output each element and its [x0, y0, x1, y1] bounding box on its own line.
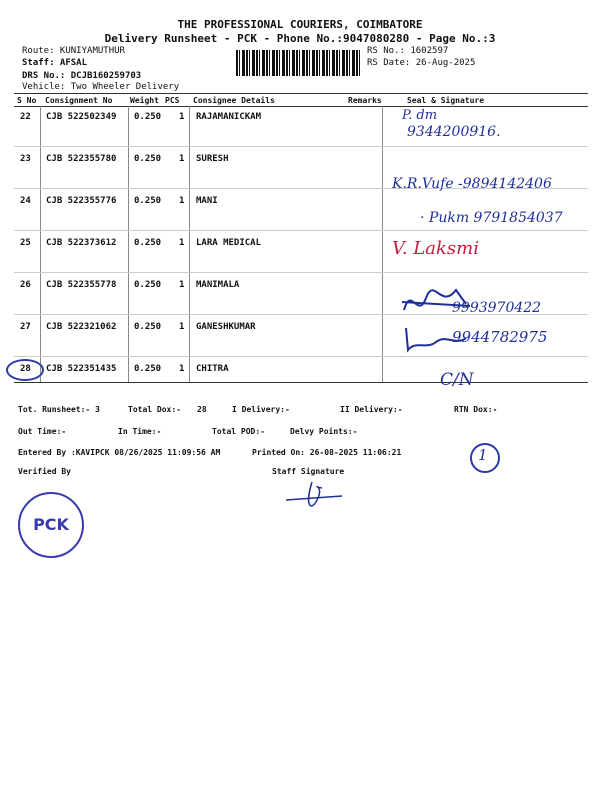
route-label: Route: KUNIYAMUTHUR — [22, 46, 125, 56]
row-sno: 25 — [20, 238, 31, 248]
staff-signature-label: Staff Signature — [272, 467, 345, 476]
row-weight: 0.250 — [134, 280, 162, 290]
in-time: In Time:- — [118, 427, 162, 436]
row-consignee: LARA MEDICAL — [196, 238, 262, 248]
col-consignment: Consignment No — [45, 96, 113, 105]
col-weight: Weight — [130, 96, 159, 105]
row-weight: 0.250 — [134, 112, 162, 122]
row-consignment: CJB 522351435 — [46, 364, 117, 374]
pck-stamp: PCK — [18, 492, 84, 558]
rs-number: RS No.: 1602597 — [367, 46, 449, 56]
vehicle-label: Vehicle: Two Wheeler Delivery — [22, 82, 180, 92]
row-consignee: MANI — [196, 196, 218, 206]
scribble-signature-icon — [396, 280, 476, 360]
col-divider — [382, 106, 383, 382]
col-divider — [189, 106, 190, 382]
header-top-rule — [14, 93, 588, 94]
phone-row-22: 9344200916. — [407, 124, 501, 140]
col-pcs: PCS — [165, 96, 180, 105]
col-divider — [40, 106, 41, 382]
note-row-28: C/N — [440, 370, 474, 390]
row-divider — [14, 230, 588, 231]
row-divider — [14, 146, 588, 147]
total-dox-value: 28 — [197, 405, 207, 414]
row-pcs: 1 — [179, 280, 185, 290]
drs-number: DRS No.: DCJB160259703 — [22, 71, 142, 81]
delvy-points: Delvy Points:- — [290, 427, 358, 436]
runsheet-title: Delivery Runsheet - PCK - Phone No.:9047080280 - Page No.:3 — [104, 32, 496, 45]
row-sno: 27 — [20, 322, 31, 332]
row-consignment: CJB 522321062 — [46, 322, 117, 332]
row-consignee: CHITRA — [196, 364, 229, 374]
printed-on: Printed On: 26-08-2025 11:06:21 — [252, 448, 402, 457]
row-consignee: GANESHKUMAR — [196, 322, 256, 332]
total-dox-label: Total Dox:- — [128, 405, 181, 414]
row-consignment: CJB 522373612 — [46, 238, 117, 248]
row-consignment: CJB 522502349 — [46, 112, 117, 122]
row-consignee: SURESH — [196, 154, 229, 164]
row-28-circle-mark — [6, 359, 44, 381]
out-time: Out Time:- — [18, 427, 67, 436]
i-delivery: I Delivery:- — [232, 405, 290, 414]
row-consignee: MANIMALA — [196, 280, 240, 290]
verified-by: Verified By — [18, 467, 71, 476]
signature-row-22: P. dm — [402, 108, 438, 123]
row-divider — [14, 356, 588, 357]
staff-signature-icon — [282, 478, 352, 514]
row-weight: 0.250 — [134, 322, 162, 332]
row-weight: 0.250 — [134, 238, 162, 248]
page-handwritten-number: 1 — [478, 446, 488, 464]
entered-by: Entered By :KAVIPCK 08/26/2025 11:09:56 AM — [18, 448, 221, 457]
col-seal: Seal & Signature — [407, 96, 485, 105]
row-pcs: 1 — [179, 196, 185, 206]
staff-label: Staff: AFSAL — [22, 58, 88, 68]
rtn-dox: RTN Dox:- — [454, 405, 498, 414]
row-sno: 22 — [20, 112, 31, 122]
phone-row-27: 9944782975 — [452, 328, 548, 346]
row-divider — [14, 272, 588, 273]
ii-delivery: II Delivery:- — [340, 405, 403, 414]
row-pcs: 1 — [179, 364, 185, 374]
row-consignment: CJB 522355778 — [46, 280, 117, 290]
row-sno: 28 — [20, 364, 31, 374]
col-divider — [128, 106, 129, 382]
signature-row-23: K.R.Vufe -9894142406 — [392, 176, 552, 192]
table-bottom-rule — [14, 382, 588, 383]
header-bottom-rule — [14, 106, 588, 107]
phone-row-26: 9993970422 — [452, 300, 542, 316]
row-pcs: 1 — [179, 238, 185, 248]
row-sno: 26 — [20, 280, 31, 290]
col-remarks: Remarks — [348, 96, 382, 105]
col-consignee: Consignee Details — [193, 96, 275, 105]
row-consignment: CJB 522355776 — [46, 196, 117, 206]
row-sno: 23 — [20, 154, 31, 164]
row-weight: 0.250 — [134, 364, 162, 374]
signature-row-24: · Pukm 9791854037 — [420, 210, 563, 226]
row-pcs: 1 — [179, 154, 185, 164]
row-pcs: 1 — [179, 322, 185, 332]
col-sno: S No — [17, 96, 37, 105]
row-weight: 0.250 — [134, 154, 162, 164]
signature-row-25: V. Laksmi — [392, 238, 479, 259]
row-consignee: RAJAMANICKAM — [196, 112, 262, 122]
row-weight: 0.250 — [134, 196, 162, 206]
tot-runsheet: Tot. Runsheet:- 3 — [18, 405, 100, 414]
rs-date: RS Date: 26-Aug-2025 — [367, 58, 476, 68]
barcode-icon — [236, 50, 362, 76]
total-pod: Total POD:- — [212, 427, 265, 436]
company-name: THE PROFESSIONAL COURIERS, COIMBATORE — [177, 18, 423, 31]
row-consignment: CJB 522355780 — [46, 154, 117, 164]
row-sno: 24 — [20, 196, 31, 206]
row-pcs: 1 — [179, 112, 185, 122]
